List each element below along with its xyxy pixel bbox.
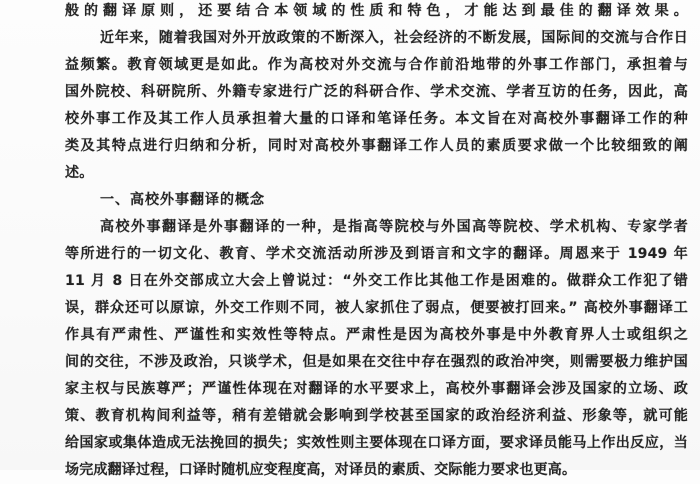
text-line: 类及其特点进行归纳和分析，同时对高校外事翻译工作人员的素质要求做一个比较细致的阐: [65, 138, 688, 154]
text-line: 述。: [65, 165, 94, 181]
text-line: 作具有严肃性、严谨性和实效性等特点。严肃性是因为高校外事是中外教育界人士或组织之: [65, 327, 688, 343]
text-line: 国外院校、科研院所、外籍专家进行广泛的科研合作、学术交流、学者互访的任务，因此，高: [65, 84, 688, 100]
text-line: 给国家或集体造成无法挽回的损失；实效性则主要体现在口译方面，要求译员能马上作出反应，当: [65, 435, 688, 451]
text-line: 家主权与民族尊严；严谨性体现在对翻译的水平要求上，高校外事翻译会涉及国家的立场、政: [65, 381, 688, 397]
text-line: 等所进行的一切文化、教育、学术交流活动所涉及到语言和文字的翻译。周恩来于 1949 年: [65, 246, 688, 262]
document-page: [65, 0, 688, 484]
text-line: 误，群众还可以原谅，外交工作则不同，被人家抓住了弱点，便要被打回来。” 高校外事翻译工: [65, 300, 688, 316]
text-line: 11 月 8 日在外交部成立大会上曾说过：“外交工作比其他工作是困难的。做群众工作犯了错: [65, 273, 688, 289]
text-line: 高校外事翻译是外事翻译的一种，是指高等院校与外国高等院校、学术机构、专家学者: [100, 219, 688, 235]
text-line-clipped: 场完成翻译过程，口译时随机应变程度高，对译员的素质、交际能力要求也更高。: [65, 462, 577, 478]
text-line: 校外事工作及其工作人员承担着大量的口译和笔译任务。本文旨在对高校外事翻译工作的种: [65, 111, 688, 127]
section-heading: 一、高校外事翻译的概念: [100, 192, 265, 208]
text-line: 策、教育机构间利益等，稍有差错就会影响到学校甚至国家的政治经济利益、形象等，就可能: [65, 408, 688, 424]
text-line: 益频繁。教育领域更是如此。作为高校对外交流与合作前沿地带的外事工作部门，承担着与: [65, 57, 688, 73]
text-line: 近年来，随着我国对外开放政策的不断深入，社会经济的不断发展，国际间的交流与合作日: [100, 30, 688, 46]
text-line: 间的交往，不涉及政治，只谈学术，但是如果在交往中存在强烈的政治冲突，则需要极力维护国: [65, 354, 688, 370]
text-line: 般的翻译原则，还要结合本领域的性质和特色，才能达到最佳的翻译效果。: [65, 3, 688, 19]
